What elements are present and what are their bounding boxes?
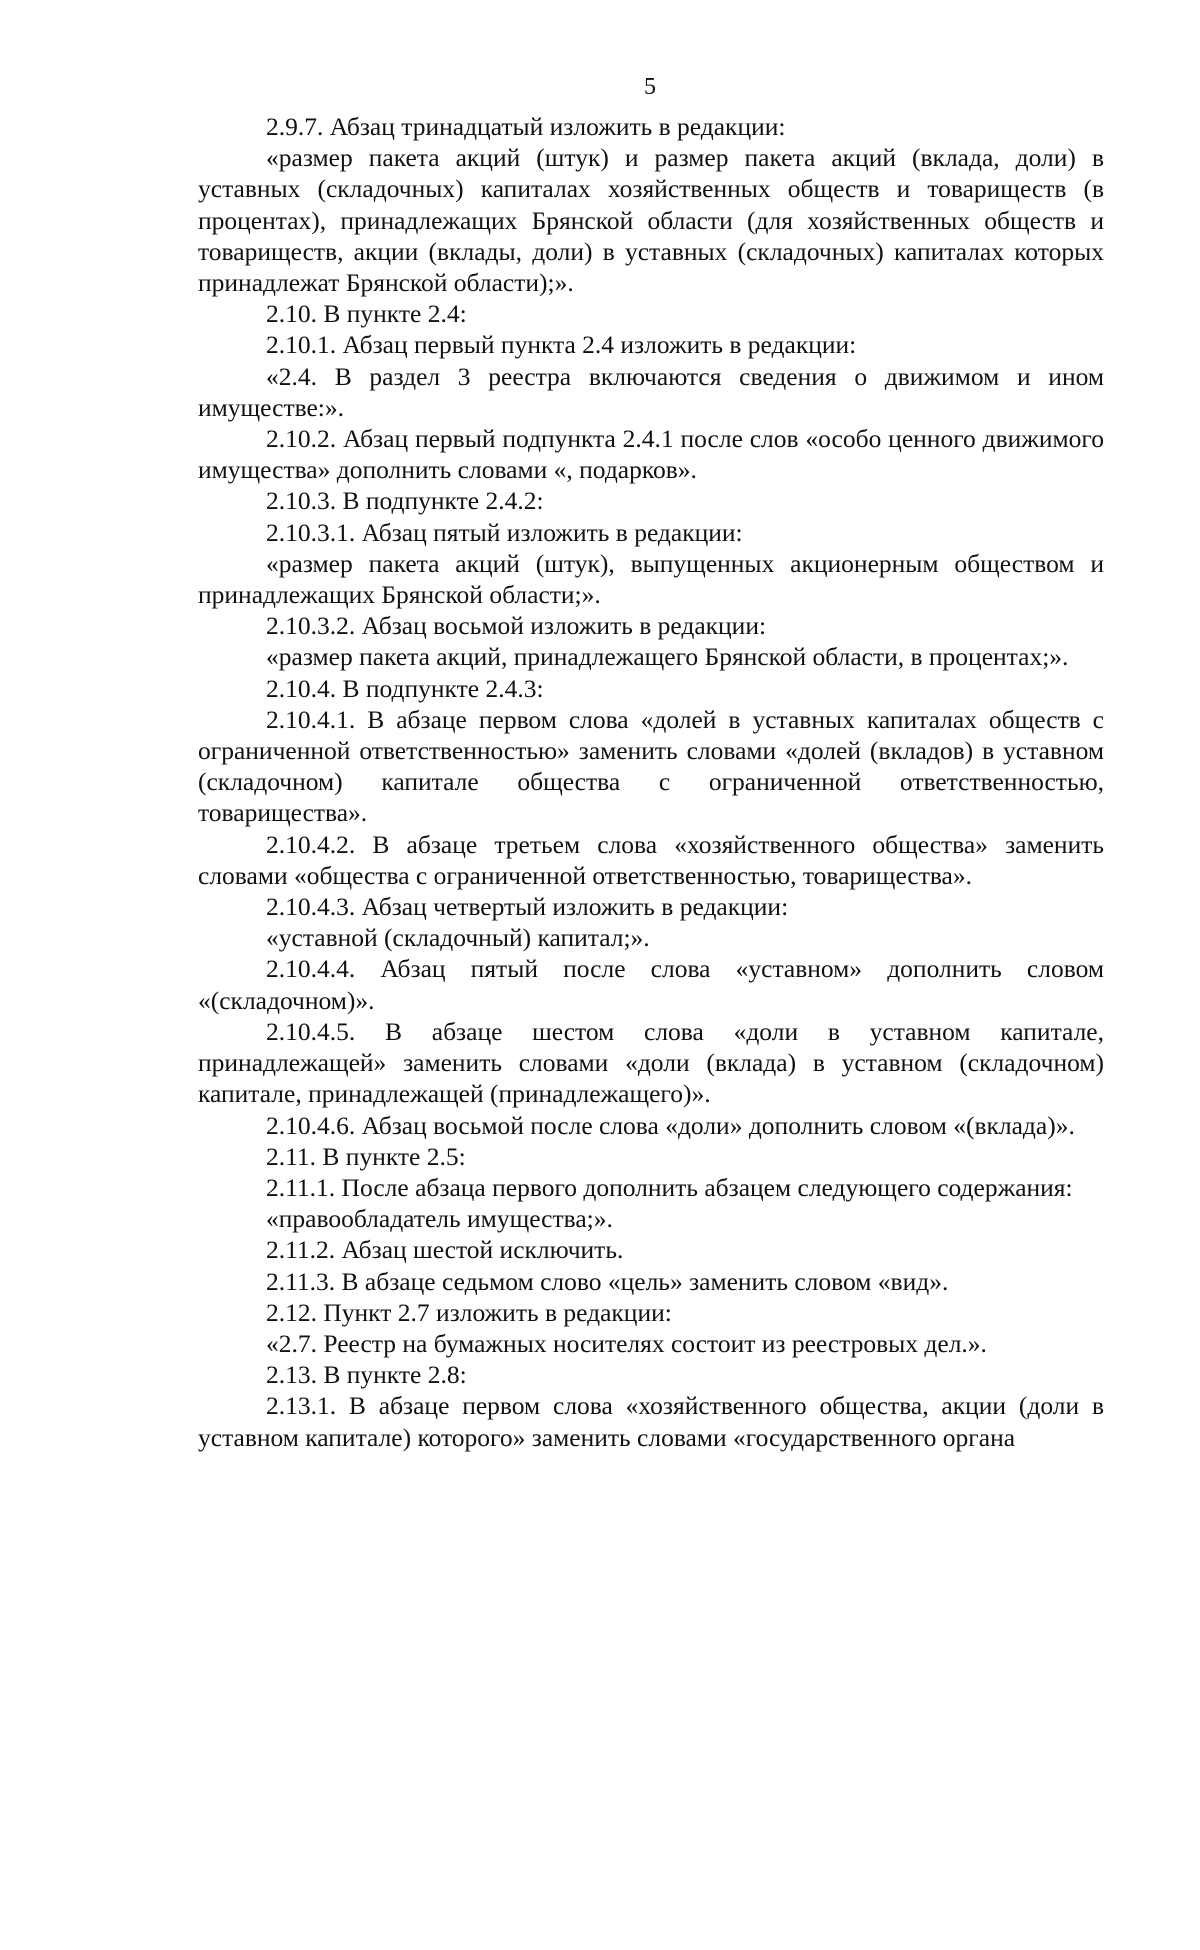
paragraph-2-10-4-3: 2.10.4.3. Абзац четвертый изложить в редакции: xyxy=(266,892,789,922)
paragraph-2-10-1: 2.10.1. Абзац первый пункта 2.4 изложить в редакции: xyxy=(266,330,857,360)
paragraph-2-10-3: 2.10.3. В подпункте 2.4.2: xyxy=(266,486,544,516)
paragraph-2-11-3: 2.11.3. В абзаце седьмом слово «цель» заменить словом «вид». xyxy=(266,1266,949,1296)
quote-2-10-4-3: «уставной (складочный) капитал;». xyxy=(266,923,650,953)
paragraph-2-10-3-2: 2.10.3.2. Абзац восьмой изложить в редакции: xyxy=(266,611,767,641)
paragraph-2-10-4: 2.10.4. В подпункте 2.4.3: xyxy=(266,673,544,703)
paragraph-2-10-4-4: 2.10.4.4. Абзац пятый после слова «уставном» дополнить словом «(складочном)». xyxy=(198,954,1104,1015)
paragraph-2-13: 2.13. В пункте 2.8: xyxy=(266,1360,467,1390)
page-number: 5 xyxy=(644,74,656,100)
paragraph-2-10-2: 2.10.2. Абзац первый подпункта 2.4.1 после слов «особо ценного движимого имущества» дополнить словами «, подарков». xyxy=(198,424,1104,485)
paragraph-2-11: 2.11. В пункте 2.5: xyxy=(266,1141,466,1171)
paragraph-2-11-1: 2.11.1. После абзаца первого дополнить абзацем следующего содержания: xyxy=(266,1172,1073,1202)
paragraph-2-12: 2.12. Пункт 2.7 изложить в редакции: xyxy=(266,1297,672,1327)
paragraph-2-10-4-1: 2.10.4.1. В абзаце первом слова «долей в уставных капиталах обществ с ограниченной ответственностью» заменить словами «долей (вкладов) в уставном (складочном) капитале общества с ограниченной ответственностью, товарищества». xyxy=(198,704,1104,828)
quote-2-10-1: «2.4. В раздел 3 реестра включаются сведения о движимом и ином имуществе:». xyxy=(198,361,1104,422)
quote-2-11-1: «правообладатель имущества;». xyxy=(266,1204,613,1234)
paragraph-2-11-2: 2.11.2. Абзац шестой исключить. xyxy=(266,1235,624,1265)
paragraph-2-10-4-6: 2.10.4.6. Абзац восьмой после слова «доли» дополнить словом «(вклада)». xyxy=(266,1110,1075,1140)
paragraph-2-10-4-2: 2.10.4.2. В абзаце третьем слова «хозяйственного общества» заменить словами «общества с ограниченной ответственностью, товарищества». xyxy=(198,829,1104,890)
paragraph-2-9-7: 2.9.7. Абзац тринадцатый изложить в редакции: xyxy=(266,112,786,141)
document-body xyxy=(198,111,1104,1453)
quote-2-12: «2.7. Реестр на бумажных носителях состоит из реестровых дел.». xyxy=(266,1328,987,1358)
paragraph-2-13-1: 2.13.1. В абзаце первом слова «хозяйственного общества, акции (доли в уставном капитале) которого» заменить словами «государственного органа xyxy=(198,1391,1104,1452)
paragraph-2-10-4-5: 2.10.4.5. В абзаце шестом слова «доли в уставном капитале, принадлежащей» заменить словами «доли (вклада) в уставном (складочном) капитале, принадлежащей (принадлежащего)». xyxy=(198,1016,1104,1109)
paragraph-2-10-3-1: 2.10.3.1. Абзац пятый изложить в редакции: xyxy=(266,517,743,547)
quote-2-9-7: «размер пакета акций (штук) и размер пакета акций (вклада, доли) в уставных (складочных) капиталах хозяйственных обществ и товариществ (в процентах), принадлежащих Брянской области (для хозяйственных обществ и товариществ, акции (вклады, доли) в уставных (складочных) капиталах которых принадлежат Брянской области);». xyxy=(198,143,1104,298)
paragraph-2-10: 2.10. В пункте 2.4: xyxy=(266,299,467,329)
quote-2-10-3-2: «размер пакета акций, принадлежащего Брянской области, в процентах;». xyxy=(266,642,1069,672)
quote-2-10-3-1: «размер пакета акций (штук), выпущенных акционерным обществом и принадлежащих Брянской области;». xyxy=(198,548,1104,610)
